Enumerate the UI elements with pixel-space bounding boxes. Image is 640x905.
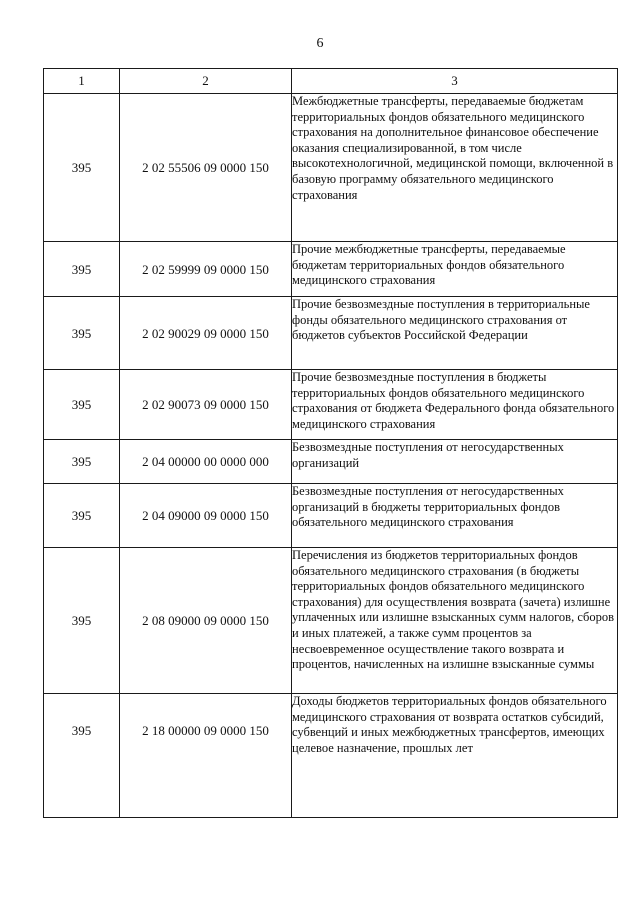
table-row bbox=[44, 370, 618, 440]
column-header-2: 2 bbox=[120, 69, 292, 94]
admin-code-cell: 395 bbox=[44, 440, 120, 484]
table-row bbox=[44, 548, 618, 694]
budget-code-cell: 2 08 09000 09 0000 150 bbox=[120, 548, 292, 694]
description-cell: Безвозмездные поступления от негосударственных организаций в бюджеты территориальных фондов обязательного медицинского страхования bbox=[292, 484, 618, 548]
description-cell: Прочие безвозмездные поступления в территориальные фонды обязательного медицинского страхования от бюджетов субъектов Российской Федерации bbox=[292, 297, 618, 370]
description-cell: Доходы бюджетов территориальных фондов обязательного медицинского страхования от возврата остатков субсидий, субвенций и иных межбюджетных трансфертов, имеющих целевое назначение, прошлых лет bbox=[292, 694, 618, 818]
admin-code-cell: 395 bbox=[44, 297, 120, 370]
budget-code-cell: 2 04 00000 00 0000 000 bbox=[120, 440, 292, 484]
admin-code-cell: 395 bbox=[44, 548, 120, 694]
description-cell: Перечисления из бюджетов территориальных фондов обязательного медицинского страхования (в бюджеты территориальных фондов обязательного медицинского страхования) для осуществления возврата (зачета) излишне уплаченных или излишне взысканных сумм налогов, сборов и иных платежей, а также сумм процентов за несвоевременное осуществление такого возврата и процентов, начисленных на излишне взысканные суммы bbox=[292, 548, 618, 694]
budget-code-cell: 2 02 90073 09 0000 150 bbox=[120, 370, 292, 440]
budget-code-cell: 2 04 09000 09 0000 150 bbox=[120, 484, 292, 548]
table-header-row bbox=[44, 69, 618, 94]
description-cell: Прочие безвозмездные поступления в бюджеты территориальных фондов обязательного медицинского страхования от бюджета Федерального фонда обязательного медицинского страхования bbox=[292, 370, 618, 440]
description-cell: Безвозмездные поступления от негосударственных организаций bbox=[292, 440, 618, 484]
column-header-3: 3 bbox=[292, 69, 618, 94]
budget-code-cell: 2 18 00000 09 0000 150 bbox=[120, 694, 292, 818]
budget-code-cell: 2 02 55506 09 0000 150 bbox=[120, 94, 292, 242]
table-row bbox=[44, 440, 618, 484]
admin-code-cell: 395 bbox=[44, 94, 120, 242]
table-row bbox=[44, 694, 618, 818]
admin-code-cell: 395 bbox=[44, 694, 120, 818]
page-number: 6 bbox=[316, 36, 324, 51]
table-row bbox=[44, 94, 618, 242]
table-row bbox=[44, 484, 618, 548]
description-cell: Межбюджетные трансферты, передаваемые бюджетам территориальных фондов обязательного медицинского страхования на дополнительное финансовое обеспечение оказания специализированной, в том числе высокотехнологичной, медицинской помощи, включенной в базовую программу обязательного медицинского страхования bbox=[292, 94, 618, 242]
budget-code-cell: 2 02 59999 09 0000 150 bbox=[120, 242, 292, 297]
description-cell: Прочие межбюджетные трансферты, передаваемые бюджетам территориальных фондов обязательного медицинского страхования bbox=[292, 242, 618, 297]
admin-code-cell: 395 bbox=[44, 484, 120, 548]
table-row bbox=[44, 242, 618, 297]
admin-code-cell: 395 bbox=[44, 242, 120, 297]
budget-code-cell: 2 02 90029 09 0000 150 bbox=[120, 297, 292, 370]
table-row bbox=[44, 297, 618, 370]
admin-code-cell: 395 bbox=[44, 370, 120, 440]
budget-codes-table bbox=[43, 68, 618, 818]
column-header-1: 1 bbox=[44, 69, 120, 94]
